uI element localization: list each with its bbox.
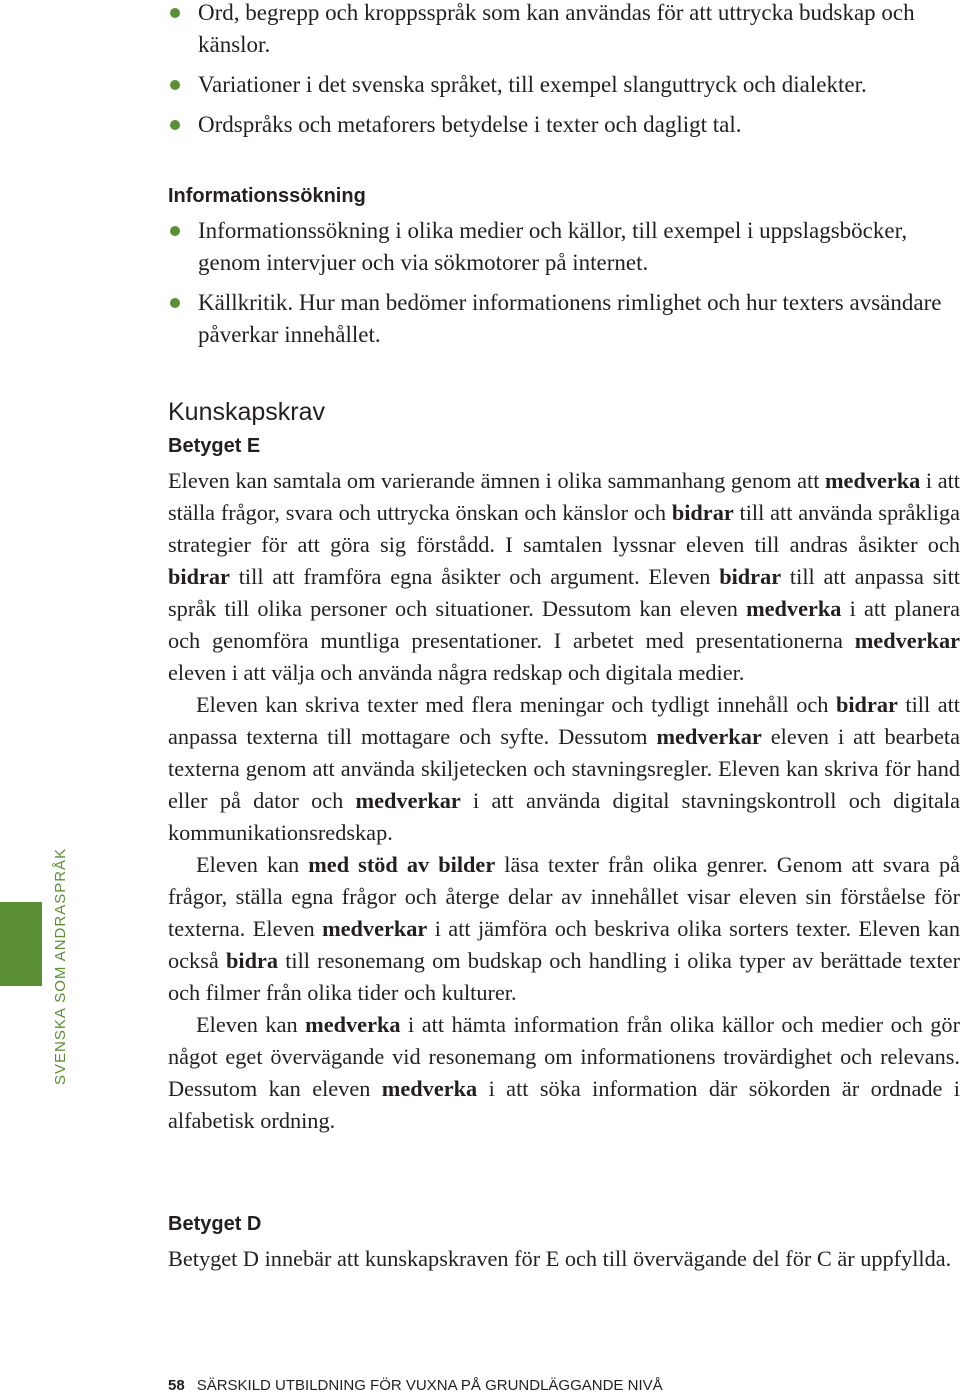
emphasis-text: med stöd av bilder — [308, 852, 496, 877]
section-heading: Informationssökning — [168, 185, 366, 207]
emphasis-text: bidrar — [835, 692, 898, 717]
page-number: 58 — [168, 1377, 185, 1394]
emphasis-text: bidrar — [168, 564, 230, 589]
para-text: läsa texter från olika genrer. Genom att svara på frågor, ställa egna frågor och återge delar av innehållet visar eleven sin förståelse för texterna. Eleven — [168, 852, 960, 941]
info-bullet-list — [168, 215, 960, 351]
list-item — [168, 69, 960, 101]
emphasis-text: medverkar — [854, 628, 960, 653]
emphasis-text: bidrar — [719, 564, 782, 589]
bullet-text: Ordspråks och metaforers betydelse i texter och dagligt tal. — [198, 112, 742, 137]
list-item — [168, 0, 960, 61]
para-text: i att söka information där sökorden är ordnade i alfabetisk ordning. — [168, 1076, 960, 1133]
emphasis-text: medverkar — [322, 916, 428, 941]
para-text: i att ställa frågor, svara och uttrycka önskan och känslor och — [168, 468, 960, 525]
side-color-block — [0, 902, 42, 986]
list-item — [168, 109, 960, 141]
grade-e-paragraph-1 — [168, 465, 960, 689]
page-footer — [168, 1376, 663, 1396]
bullet-dot-icon — [170, 8, 180, 18]
grade-e-heading: Betyget E — [168, 435, 261, 457]
para-text: i att använda digital stavningskontroll och digitala kommunikationsredskap. — [168, 788, 960, 845]
grade-d-heading: Betyget D — [168, 1213, 262, 1235]
para-text: eleven i att bearbeta texterna genom att använda skiljetecken och stavningsregler. Eleven kan skriva för hand eller på dator och — [168, 724, 960, 813]
emphasis-text: medverka — [824, 468, 921, 493]
emphasis-text: medverkar — [656, 724, 762, 749]
para-text: till resonemang om budskap och handling i olika typer av berättade texter och filmer från olika tider och kulturer. — [168, 948, 960, 1005]
list-item — [168, 215, 960, 279]
top-bullet-section — [168, 0, 960, 141]
grade-e-paragraph-2 — [168, 689, 960, 849]
grade-d-section — [168, 1211, 960, 1275]
info-search-section — [168, 183, 960, 351]
grade-e-paragraph-3 — [168, 849, 960, 1009]
para-text: i att jämföra och beskriva olika sorters texter. Eleven kan också — [168, 916, 960, 973]
bullet-text: Ord, begrepp och kroppsspråk som kan användas för att uttrycka budskap och känslor. — [198, 0, 915, 57]
emphasis-text: bidra — [225, 948, 279, 973]
para-text: Eleven kan — [196, 852, 309, 877]
emphasis-text: medverkar — [355, 788, 461, 813]
bullet-dot-icon — [170, 80, 180, 90]
para-text: till att använda språkliga strategier för att göra sig förstådd. I samtalen lyssnar eleven till andras åsikter och — [168, 500, 960, 557]
top-bullet-list — [168, 0, 960, 141]
grade-d-paragraph: Betyget D innebär att kunskapskraven för E och till övervägande del för C är uppfyllda. — [168, 1246, 952, 1271]
kunskapskrav-section — [168, 395, 960, 1137]
emphasis-text: medverka — [746, 596, 842, 621]
emphasis-text: bidrar — [671, 500, 734, 525]
para-text: i att hämta information från olika källor och medier och gör något eget övervägande vid resonemang om informationens trovärdighet och relevans. Dessutom kan eleven — [168, 1012, 960, 1101]
grade-e-paragraph-4 — [168, 1009, 960, 1137]
side-label: SVENSKA SOM ANDRASPRÅK — [52, 847, 69, 1085]
para-text: till att anpassa texterna till mottagare och syfte. Dessutom — [168, 692, 960, 749]
bullet-dot-icon — [170, 120, 180, 130]
bullet-dot-icon — [170, 226, 180, 236]
footer-title: SÄRSKILD UTBILDNING FÖR VUXNA PÅ GRUNDLÄGGANDE NIVÅ — [196, 1377, 663, 1394]
para-text: Eleven kan — [196, 1012, 306, 1037]
para-text: till att anpassa sitt språk till olika personer och situationer. Dessutom kan eleven — [168, 564, 960, 621]
bullet-dot-icon — [170, 298, 180, 308]
kunskapskrav-heading: Kunskapskrav — [168, 398, 326, 426]
list-item — [168, 287, 960, 351]
bullet-text: Källkritik. Hur man bedömer informationens rimlighet och hur texters avsändare påverkar innehållet. — [198, 290, 942, 347]
para-text: till att framföra egna åsikter och argument. Eleven — [229, 564, 720, 589]
para-text: i att planera och genomföra muntliga presentationer. I arbetet med presentationerna — [168, 596, 960, 653]
para-text: Eleven kan skriva texter med flera meningar och tydligt innehåll och — [196, 692, 836, 717]
bullet-text: Informationssökning i olika medier och källor, till exempel i uppslagsböcker, genom intervjuer och via sökmotorer på internet. — [198, 218, 908, 275]
para-text: eleven i att välja och använda några redskap och digitala medier. — [168, 660, 745, 685]
emphasis-text: medverka — [381, 1076, 478, 1101]
para-text: Eleven kan samtala om varierande ämnen i olika sammanhang genom att — [168, 468, 825, 493]
bullet-text: Variationer i det svenska språket, till exempel slanguttryck och dialekter. — [198, 72, 867, 97]
emphasis-text: medverka — [305, 1012, 401, 1037]
